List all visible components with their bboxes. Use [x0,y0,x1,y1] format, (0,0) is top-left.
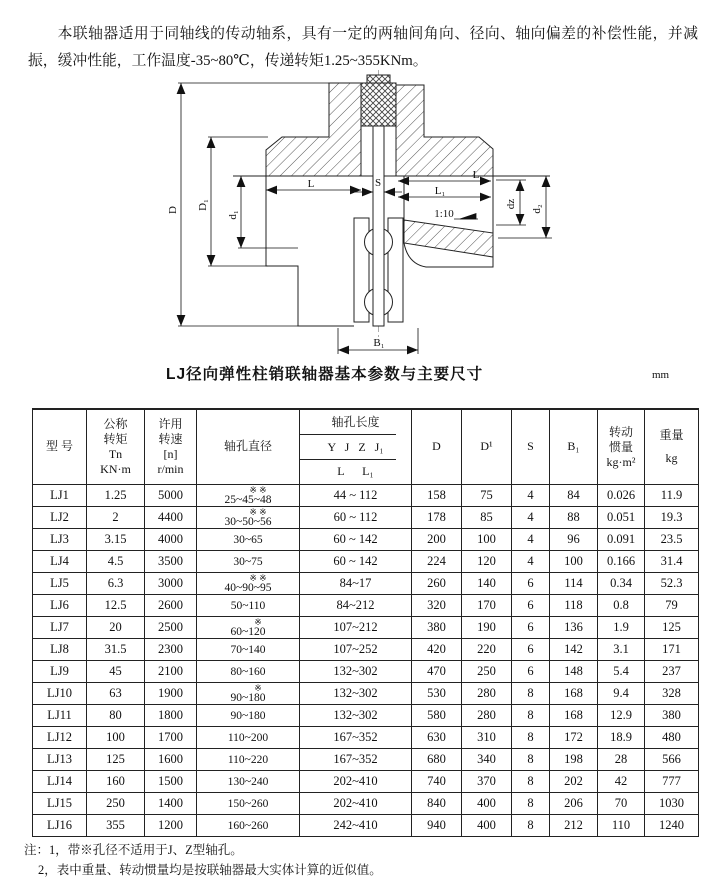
cell-speed: 1600 [145,749,197,771]
note-line-2: 2，表中重量、转动惯量均是按联轴器最大实体计算的近似值。 [38,863,382,877]
cell-speed: 1500 [145,771,197,793]
cell-inertia: 110 [598,815,645,837]
table-title: LJ径向弹性柱销联轴器基本参数与主要尺寸 [166,366,484,383]
table-row [33,595,699,617]
dim-label-B1: B₁ [373,337,385,349]
cell-D1: 140 [462,573,512,595]
cell-speed: 4000 [145,529,197,551]
cell-D1: 280 [462,705,512,727]
bore-footnote-marks: ※ ※ [249,506,267,517]
cell-D: 530 [412,683,462,705]
cell-D: 158 [412,485,462,507]
cell-weight: 237 [645,661,699,683]
bore-value: 70~140 [230,643,266,656]
bore-value: 160~260 [227,819,269,832]
cell-torque: 2 [87,507,145,529]
header-line: kg·m² [606,454,636,469]
parameters-table [32,408,699,837]
cell-speed: 2300 [145,639,197,661]
dim-label-d1: d₁ [227,210,239,220]
cell-bore [197,705,300,727]
header-spacer [645,443,698,451]
cell-len: 202~410 [300,793,412,815]
taper-arrow [460,214,476,220]
cell-D: 260 [412,573,462,595]
cell-D1: 120 [462,551,512,573]
header-line: 转速 [158,432,183,446]
cell-torque: 160 [87,771,145,793]
table-row [33,617,699,639]
cell-bore [197,485,300,507]
cell-B1: 136 [550,617,598,639]
cell-D: 840 [412,793,462,815]
cell-B1: 114 [550,573,598,595]
cell-weight: 125 [645,617,699,639]
cell-model: LJ3 [33,529,87,551]
table-row [33,705,699,727]
cell-torque: 355 [87,815,145,837]
cell-model: LJ16 [33,815,87,837]
cell-D1: 400 [462,815,512,837]
bore-footnote-marks: ※ ※ [249,572,267,583]
col-header-D1: D¹ [462,409,512,485]
dim-label-D: D [167,206,179,214]
header-line: KN·m [100,462,131,476]
left-hub-outline [266,176,354,326]
cell-inertia: 0.166 [598,551,645,573]
cell-S: 6 [512,639,550,661]
cell-model: LJ4 [33,551,87,573]
cell-torque: 63 [87,683,145,705]
bore-footnote-marks: ※ [254,616,262,627]
cell-model: LJ7 [33,617,87,639]
cell-weight: 328 [645,683,699,705]
header-line: r/min [157,462,184,476]
table-body [33,485,699,837]
bore-value: 130~240 [227,775,269,788]
cell-S: 8 [512,793,550,815]
cell-model: LJ15 [33,793,87,815]
cell-B1: 198 [550,749,598,771]
cell-S: 8 [512,705,550,727]
cell-S: 6 [512,573,550,595]
cell-speed: 1200 [145,815,197,837]
cell-model: LJ2 [33,507,87,529]
cell-S: 4 [512,507,550,529]
cell-D: 680 [412,749,462,771]
cell-torque: 1.25 [87,485,145,507]
cell-inertia: 1.9 [598,617,645,639]
cell-len: 132~302 [300,683,412,705]
cell-speed: 2100 [145,661,197,683]
cell-len: 132~302 [300,661,412,683]
table-row [33,485,699,507]
cell-B1: 96 [550,529,598,551]
cell-D1: 400 [462,793,512,815]
col-header-inertia [598,409,645,485]
cell-D1: 85 [462,507,512,529]
cell-len: 84~17 [300,573,412,595]
cell-D1: 280 [462,683,512,705]
cell-torque: 80 [87,705,145,727]
bore-value: 25~45~48 [224,493,272,506]
cell-len: 60 ~ 142 [300,551,412,573]
taper-label: 1:10 [434,208,454,220]
cell-len: 84~212 [300,595,412,617]
table-header [33,409,699,485]
cell-bore [197,727,300,749]
cell-model: LJ11 [33,705,87,727]
dim-label-S: S [374,177,382,189]
cell-speed: 1800 [145,705,197,727]
header-line: Tn [108,447,123,461]
cell-D: 470 [412,661,462,683]
table-row [33,749,699,771]
cell-inertia: 12.9 [598,705,645,727]
col-header-torque [87,409,145,485]
cell-inertia: 0.051 [598,507,645,529]
bore-value: 30~75 [233,555,263,568]
cell-bore [197,617,300,639]
cell-torque: 45 [87,661,145,683]
cell-D: 420 [412,639,462,661]
bore-value: 90~180 [230,709,266,722]
cell-model: LJ9 [33,661,87,683]
cell-S: 6 [512,595,550,617]
cell-torque: 100 [87,727,145,749]
note-line-1: 注：1，带※孔径不适用于J、Z型轴孔。 [24,843,243,857]
cell-D: 630 [412,727,462,749]
cell-model: LJ6 [33,595,87,617]
table-row [33,573,699,595]
col-header-bore-diameter: 轴孔直径 [197,409,300,485]
cell-D: 380 [412,617,462,639]
cell-inertia: 9.4 [598,683,645,705]
cell-bore [197,661,300,683]
cell-B1: 142 [550,639,598,661]
table-row [33,639,699,661]
cell-inertia: 3.1 [598,639,645,661]
cell-bore [197,815,300,837]
cell-speed: 5000 [145,485,197,507]
cell-weight: 171 [645,639,699,661]
cell-B1: 212 [550,815,598,837]
cell-inertia: 0.026 [598,485,645,507]
cell-D1: 370 [462,771,512,793]
cell-B1: 84 [550,485,598,507]
cell-inertia: 28 [598,749,645,771]
cell-inertia: 18.9 [598,727,645,749]
cell-torque: 6.3 [87,573,145,595]
cell-bore [197,507,300,529]
table-row [33,771,699,793]
cell-len: 107~252 [300,639,412,661]
header-line: 转矩 [103,432,128,446]
table-row [33,551,699,573]
cell-torque: 20 [87,617,145,639]
cell-model: LJ14 [33,771,87,793]
col-header-speed [145,409,197,485]
cell-bore [197,639,300,661]
bore-value: 30~65 [233,533,263,546]
cell-len: 44 ~ 112 [300,485,412,507]
cell-B1: 206 [550,793,598,815]
cell-S: 4 [512,485,550,507]
cell-bore [197,683,300,705]
header-line: 惯量 [608,439,633,454]
cell-weight: 19.3 [645,507,699,529]
bore-value: 150~260 [227,797,269,810]
bore-value: 50~110 [230,599,266,612]
unit-label: mm [652,369,670,381]
cell-D1: 220 [462,639,512,661]
cell-weight: 1240 [645,815,699,837]
cell-S: 8 [512,815,550,837]
cell-B1: 100 [550,551,598,573]
cell-inertia: 0.8 [598,595,645,617]
cell-bore [197,529,300,551]
cell-B1: 168 [550,683,598,705]
cell-speed: 3500 [145,551,197,573]
dim-label-D1: D₁ [197,199,209,211]
bore-value: 110~220 [227,753,269,766]
bore-value: 110~200 [227,731,269,744]
cell-D: 580 [412,705,462,727]
cell-B1: 118 [550,595,598,617]
col-header-weight [645,409,699,485]
header-line: 公称 [103,417,128,431]
cell-D1: 75 [462,485,512,507]
cell-weight: 11.9 [645,485,699,507]
cell-B1: 168 [550,705,598,727]
cell-D1: 250 [462,661,512,683]
cell-inertia: 42 [598,771,645,793]
cell-bore [197,595,300,617]
cell-len: 167~352 [300,727,412,749]
cell-D: 940 [412,815,462,837]
cell-torque: 3.15 [87,529,145,551]
cell-D: 224 [412,551,462,573]
cell-B1: 172 [550,727,598,749]
cell-S: 8 [512,683,550,705]
bore-value: 30~50~56 [224,515,272,528]
cell-model: LJ13 [33,749,87,771]
col-header-bore-length-types: Y J Z J₁ [300,435,412,460]
cell-S: 8 [512,771,550,793]
cell-speed: 3000 [145,573,197,595]
cell-D1: 190 [462,617,512,639]
intro-paragraph: 本联轴器适用于同轴线的传动轴系，具有一定的两轴间角向、径向、轴向偏差的补偿性能，并减振，缓冲性能，工作温度-35~80℃，传递转矩1.25~355KNm。 [28,25,698,69]
header-line: 许用 [158,417,183,431]
cell-bore [197,771,300,793]
cell-torque: 4.5 [87,551,145,573]
cell-len: 242~410 [300,815,412,837]
cell-model: LJ8 [33,639,87,661]
bore-footnote-marks: ※ [254,682,262,693]
cell-speed: 1400 [145,793,197,815]
cell-speed: 2600 [145,595,197,617]
cell-D: 200 [412,529,462,551]
header-line: [n] [163,447,178,461]
col-header-bore-length-sub: L L₁ [300,460,412,485]
cell-S: 8 [512,749,550,771]
table-row [33,507,699,529]
cell-weight: 777 [645,771,699,793]
pin [373,126,384,326]
bore-value: 90~180 [230,691,266,704]
cell-D1: 310 [462,727,512,749]
table-row [33,661,699,683]
header-line: kg [665,451,678,465]
cell-D: 740 [412,771,462,793]
table-row [33,793,699,815]
header-line: 转动 [608,424,633,439]
coupling-section [233,70,550,338]
cell-bore [197,793,300,815]
cell-inertia: 0.34 [598,573,645,595]
cell-speed: 4400 [145,507,197,529]
col-header-model: 型 号 [33,409,87,485]
cell-len: 60 ~ 142 [300,529,412,551]
cell-D1: 100 [462,529,512,551]
cell-weight: 566 [645,749,699,771]
elastic-sleeve [361,83,396,126]
cell-len: 60 ~ 112 [300,507,412,529]
table-row [33,727,699,749]
cell-S: 8 [512,727,550,749]
cell-len: 132~302 [300,705,412,727]
cell-weight: 31.4 [645,551,699,573]
cell-torque: 31.5 [87,639,145,661]
bore-value: 40~90~95 [224,581,272,594]
table-notes [24,840,382,880]
table-row [33,529,699,551]
bore-footnote-marks: ※ ※ [249,484,267,495]
cell-bore [197,749,300,771]
cell-speed: 1900 [145,683,197,705]
cell-inertia: 5.4 [598,661,645,683]
cell-torque: 125 [87,749,145,771]
col-header-D: D [412,409,462,485]
bore-value: 80~160 [230,665,266,678]
cell-S: 4 [512,529,550,551]
cell-D: 320 [412,595,462,617]
dim-label-L-left: L [307,178,315,190]
cell-D: 178 [412,507,462,529]
dim-label-dz: dz [505,198,517,210]
bore-value: 60~120 [230,625,266,638]
cell-B1: 88 [550,507,598,529]
dim-label-d2: d₂ [531,204,543,214]
table-row [33,683,699,705]
cell-torque: 250 [87,793,145,815]
cell-speed: 2500 [145,617,197,639]
cell-D1: 340 [462,749,512,771]
cell-model: LJ5 [33,573,87,595]
cell-len: 167~352 [300,749,412,771]
dim-label-L-right: L [472,169,480,181]
col-header-S: S [512,409,550,485]
cell-bore [197,551,300,573]
right-flange-section [396,85,493,176]
cell-bore [197,573,300,595]
cell-model: LJ12 [33,727,87,749]
col-header-bore-length: 轴孔长度 [300,409,412,435]
cell-B1: 148 [550,661,598,683]
cell-S: 4 [512,551,550,573]
taper-bore-section [404,220,493,257]
cell-model: LJ10 [33,683,87,705]
cell-len: 202~410 [300,771,412,793]
cell-torque: 12.5 [87,595,145,617]
cell-inertia: 70 [598,793,645,815]
cell-len: 107~212 [300,617,412,639]
table-row [33,815,699,837]
cell-weight: 52.3 [645,573,699,595]
cell-model: LJ1 [33,485,87,507]
left-flange-section [266,83,361,176]
col-header-B1: B₁ [550,409,598,485]
cell-weight: 79 [645,595,699,617]
cell-weight: 380 [645,705,699,727]
cell-D1: 170 [462,595,512,617]
dim-label-L1: L₁ [434,185,446,197]
cell-weight: 23.5 [645,529,699,551]
cell-speed: 1700 [145,727,197,749]
cell-inertia: 0.091 [598,529,645,551]
cell-weight: 1030 [645,793,699,815]
header-line: 重量 [659,428,684,442]
cell-S: 6 [512,661,550,683]
coupling-diagram [148,70,578,362]
cell-B1: 202 [550,771,598,793]
cell-S: 6 [512,617,550,639]
cell-weight: 480 [645,727,699,749]
